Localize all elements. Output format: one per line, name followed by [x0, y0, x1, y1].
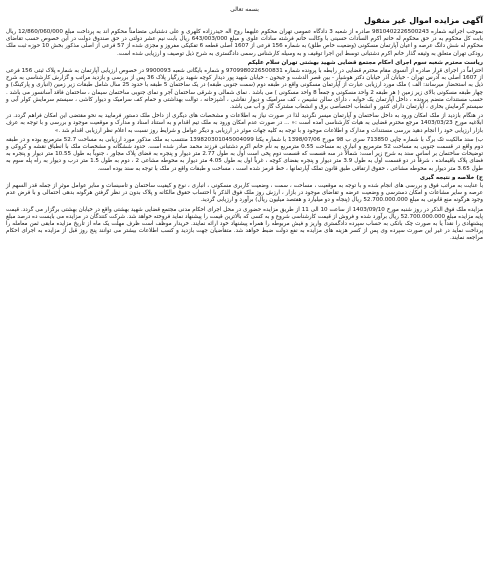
- paragraph-salutation: ریاست محترم شعبه سوم اجرای احکام مجتمع قضایی شهید بهشتی تهران سلام علیکم: [247, 59, 483, 66]
- conclusion-text: با عنایت به مراتب فوق و بررسی های انجام شده و با توجه به موقعیت ، مساحت ، سمت ، وضعیت کاربری مسکونی ، انباری ، نوع و کیفیت ساختمان و تاسیسات و سایر عوامل موثر از جمله قدر السهم از عرصه و سایر مشاعات و امکان دسترسی و وضعیت عرضه و تقاضای موجود در بازار ، ارزش روز ملک فوق الذکر با احتساب حقوق مالکانه و پلاک بدون در نظر گرفتن هرگونه بدهی احتمالی و با فرض عدم وجود هرگونه منع قانونی به مبلغ 52.700.000.000 ریال (پنجاه و دو میلیارد و هفتصد میلیون ریال) برآورد و ارزیابی گردید.: [6, 183, 483, 204]
- paragraph-ownership-deed: ب) سند مالکیت تک برگ با شماره چاپی 713850 سری ب 98 مورخ 1398/07/06 با شماره یکتا 139820301045004099 منتسب به ملک مذکور مورد ارزیابی به مساحت 52.7 مترمربع بوده و در طبقه دوم واقع در قسمت جنوبی به مساحت 52 مترمربع و انباری به مساحت 0.55 مترمربع به نام خانم اکرم دشتبانی فرزند محمد صادر شده است. حدود ششگانه و مشخصات ملک با انطباق نقشه و کروکی و توضیحات ساختمان بر اساس سند به شرح زیر است: شمالاً در سه قسمت که قسمت دوم پخی است اول به طول 2.77 متر دیوار و پنجره به فضای پلاک مجاور ، جنوباً به طول 10.55 متر دیوار و پنجره به فضای پلاک باقیمانده ، شرقاً در دو قسمت اول به طول 3.9 متر دیوار و پنجره بفضای کوچه ، غرباً اول به طول 4.05 متر دیوار به محوطه مشاعی 2 ، دوم به طول 1.5 متر درب و دیوار به راه پله سوم به طول 3.65 متر دیوار به محوطه مشاعی ، حقوق ارتفاقی طبق قانون تملک آپارتمانها ، خط قرمز شده است ، مساحت و طبقات واقع در ملک با توجه به سند بوده است.: [6, 136, 484, 172]
- paragraph-inspection: در هنگام بازدید از ملک امکان ورود به داخل ساختمان و آپارتمان میسر نگردید لذا در صورت نیاز به اطلاعات و مشخصات های دیگری از داخل ملک دستور فرمایید به نحو مقتضی این امکان فراهم گردد. در ابلاغیه مورخ 1403/03/23 مرجع محترم قضایی به هیات کارشناسی آمده است :« ... در صورت عدم امکان ورود به ملک تیم اقدام و به استناد اسناد و مدارک و موقعیت موجود و بررسی و با توجه به عرف بازار ارزیابی خود را انجام دهید بررسی مستندات و مدارک و اطلاعات موجود و با توجه به کلیه جهات موثر در ارزیابی و دیگر عوامل و شرایط روز نسبت به اعلام نظر ارزیابی اقدام شد .»: [6, 113, 483, 134]
- document-title: آگهی مزایده اموال غیر منقول: [364, 16, 483, 25]
- conclusion-heading: ج) خلاصه و نتیجه گیری: [419, 174, 483, 181]
- auction-details-text: مزایده ملک فوق الذکر در روز شنبه مورخ 1403/09/10 از ساعت 10 الی 11 از طریق مزایده حضوری در محل اجرای احکام مدنی مجتمع قضایی شهید بهشتی واقع در خیابان بهشتی برگزار می گردد. قیمت پایه مزایده مبلغ 52.700.000.000 ریال برآورد شده و فروش از قیمت کارشناسی شروع و به کسی که بالاترین قیمت را پیشنهاد نماید فروخته خواهد شد. شرکت کنندگان در مزایده می بایست ده درصد مبلغ پیشنهادی را نقداً یا به صورت چک بانکی به حساب سپرده دادگستری واریز و فیش مربوطه را همراه پیشنهاد خود ارائه نمایند. خریدار موظف است ظرف مهلت یک ماه از تاریخ مزایده مابقی ثمن معامله را پرداخت نماید در غیر این صورت سپرده وی پس از کسر هزینه های مزایده به نفع دولت ضبط خواهد شد. متقاضیان جهت بازدید و کسب اطلاعات بیشتر می توانند پنج روز قبل از مزایده به اجرای احکام مراجعه نمایند.: [6, 206, 483, 242]
- basmala-header: بسمه تعالی: [230, 6, 259, 13]
- paragraph-enforcement-order: بموجب اجرائیه شماره 9810402226500243 صادره از شعبه 3 دادگاه عمومی تهران محکوم علیهما روح اله حیدرزاده کلهری و علی دشتبانی متضامناً محکوم اند به پرداخت مبلغ 12/860/060/000 ریال بابت کل محکوم به در حق محکوم له خانم اکرم السادات حسینی با وکالت خانم فرشته سادات علوی و مبلغ 643/003/000 ریال بابت نیم عشر دولتی در حق صندوق دولت در این خصوص حسب تقاضای محکوم له شش دانگ عرصه و اعیان آپارتمان مسکونی (وضعیت خاص طلق) به شماره 156 فرعی از 1607 اصلی قطعه 6 تفکیکی مفروز و مجزی شده از 57 فرعی از اصلی مذکور بخش 10 حوزه ثبت ملک رودکی تهران متعلق به وثیقه گذار خانم اکرم دشتبانی توسط این اجرا توقیف و به وسیله کارشناس رسمی دادگستری به شرح ذیل توصیف و ارزیابی شده است.: [6, 29, 484, 57]
- paragraph-expert-description: احتراماً در اجرای قرار صادره از آنسوی مقام محترم قضایی در رابطه با پرونده شماره 9709980226500831 و شماره بایگانی شعبه 9900093 در خصوص ارزیابی آپارتمان به شماره پلاک ثبتی 156 فرعی از 1607 اصلی به آدرس تهران - خیابان آذر خیابان دکتر هوشیار - بین قصر الدشت و جیحون - خیابان شهید پور دیدار کوچه شهید بزرگیار پلاک 36 پس از بررسی و بازدید مراتب و گزارش کارشناسی به شرح ذیل به استحضار میرساند: الف ) ملک مورد ارزیابی عبارت از آپارتمان مسکونی واقع در طبقه دوم (سمت جنوبی طبقه) در یک ساختمان 5 طبقه با حدود 25 سال شامل طبقات زیر زمین (انباری و پارکینگ) و چهار طبقه مسکونی بالای زیر زمین ( هر طبقه 2 واحد مسکونی و جمعاً 8 واحد مسکونی ) می باشد . نمای شمالی و شرقی ساختمان آجر و نمای جنوبی ساختمان سیمان ، ساختمان فاقد آسانسور می باشد . حسب مستندات منضم پرونده ، داخل آپارتمان یک خوابه ، دارای سالن نشیمن ، کف سرامیک و دیوار نقاشی ، آشپزخانه ، توالت بهداشتی و حمام کف سرامیک و دیوار کاشی ، سیستم سرمایش کولر آبی و سیستم گرمایش بخاری ، آپارتمان دارای کنتور و انشعاب اختصاصی برق و انشعاب مشترک گاز و آب می باشد.: [6, 68, 483, 111]
